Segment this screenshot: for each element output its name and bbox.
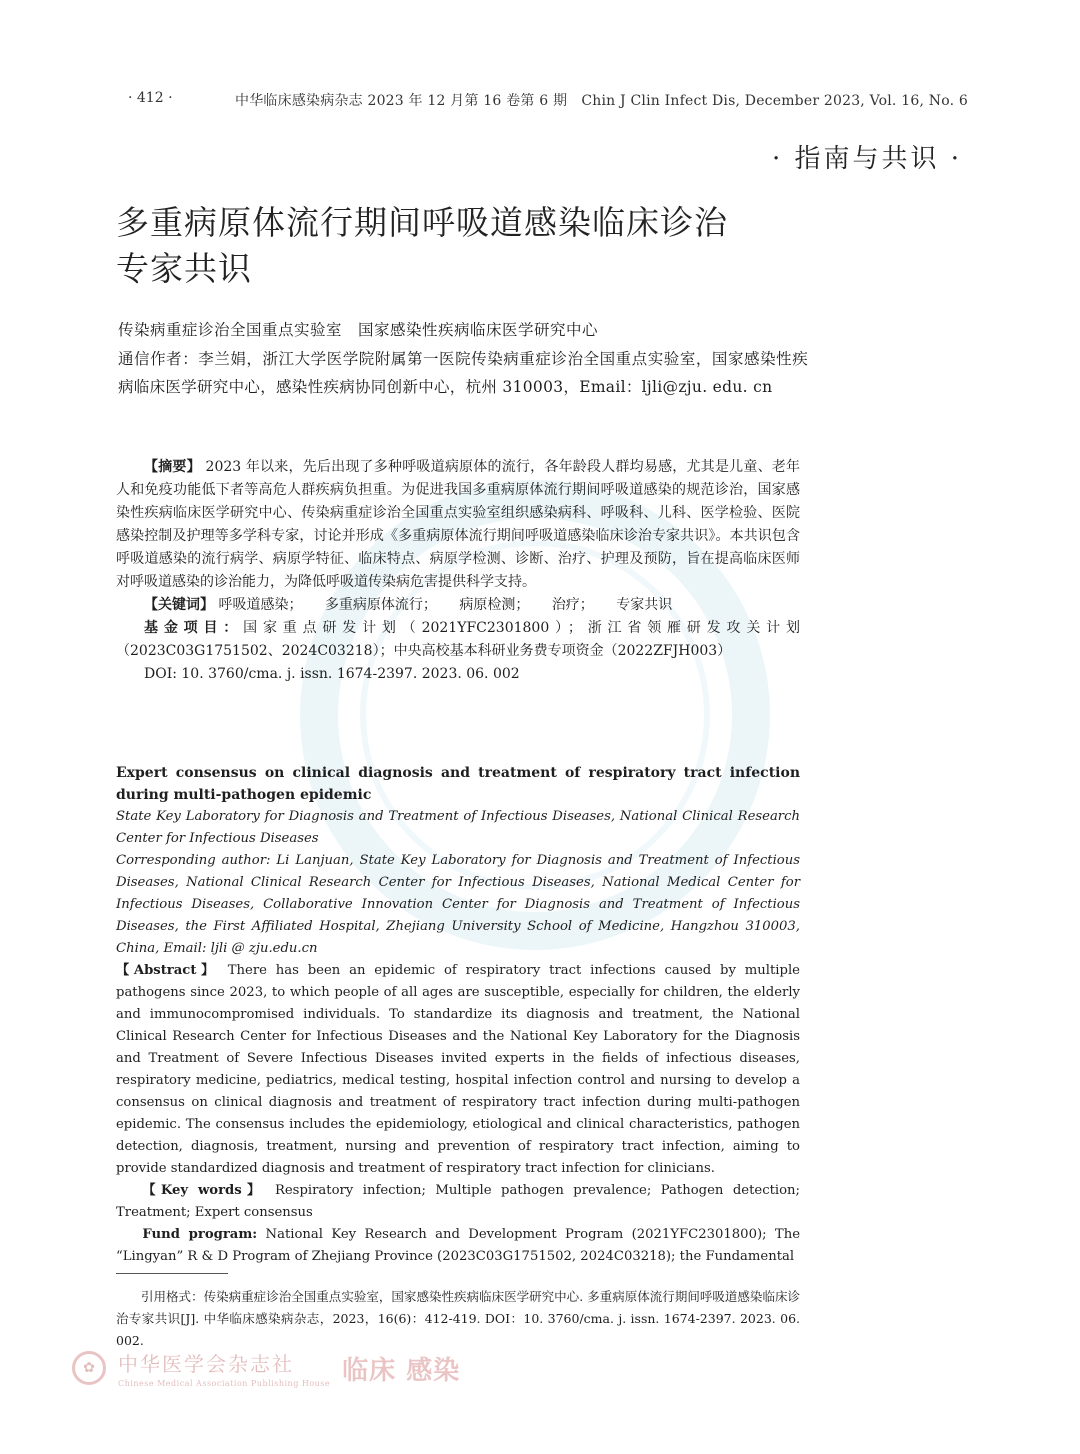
- cn-keyword: 专家共识: [616, 597, 673, 613]
- page-number: · 412 ·: [128, 90, 173, 106]
- en-fund-label: Fund program:: [142, 1227, 258, 1242]
- cn-keyword: 呼吸道感染；: [218, 597, 303, 613]
- publisher-logo-icon: ✿: [72, 1351, 106, 1385]
- cn-keyword: 多重病原体流行；: [324, 597, 437, 613]
- cn-fund-text: 国家重点研发计划（2021YFC2301800）；浙江省领雁研发攻关计划（2023C03G1751502、2024C03218）；中央高校基本科研业务费专项资金（2022ZFJH003）: [116, 620, 800, 659]
- english-title: Expert consensus on clinical diagnosis and treatment of respiratory tract infection during multi-pathogen epidemic: [116, 765, 800, 803]
- publisher-name: 中华医学会杂志社: [118, 1352, 294, 1376]
- en-keywords-label: 【Key words】: [142, 1183, 266, 1198]
- english-keywords: [116, 1180, 800, 1224]
- author-institutions: 传染病重症诊治全国重点实验室 国家感染性疾病临床医学研究中心: [118, 321, 599, 339]
- cn-keywords: [116, 594, 800, 617]
- cn-keywords-label: 【关键词】: [144, 597, 214, 613]
- doi: DOI: 10. 3760/cma. j. issn. 1674-2397. 2023. 06. 002: [144, 666, 520, 682]
- publisher-subtitle: Chinese Medical Association Publishing House: [118, 1379, 331, 1388]
- footnote-divider: [116, 1273, 228, 1274]
- article-title: [116, 200, 816, 292]
- cn-fund: [116, 617, 800, 663]
- cn-keyword: 病原检测；: [459, 597, 530, 613]
- english-corresponding-author: Corresponding author: Li Lanjuan, State Key Laboratory for Diagnosis and Treatment of Infectious Diseases, National Clinical Research Center for Infectious Diseases, National Medical Center for Infectious Diseases, Collaborative Innovation Center for Diagnosis and Treatment of Infectious Diseases, the First Affiliated Hospital, Zhejiang University School of Medicine, Hangzhou 310003, China, Email: ljli @ zju.edu.cn: [116, 853, 800, 956]
- cn-abstract: [116, 456, 800, 594]
- cn-fund-label: 基金项目：: [144, 620, 244, 636]
- en-fund-text: National Key Research and Development Program (2021YFC2301800); The “Lingyan” R & D Program of Zhejiang Province (2023C03G1751502, 2024C03218); the Fundamental: [116, 1227, 800, 1264]
- cn-abstract-text: 2023 年以来，先后出现了多种呼吸道病原体的流行，各年龄段人群均易感，尤其是儿童、老年人和免疫功能低下者等高危人群疾病负担重。为促进我国多重病原体流行期间呼吸道感染的规范诊治，国家感染性疾病临床医学研究中心、传染病重症诊治全国重点实验室组织感染病科、呼吸科、儿科、医学检验、医院感染控制及护理等多学科专家，讨论并形成《多重病原体流行期间呼吸道感染临床诊治专家共识》。本共识包含呼吸道感染的流行病学、病原学特征、临床特点、病原学检测、诊断、治疗、护理及预防，旨在提高临床医师对呼吸道感染的诊治能力，为降低呼吸道传染病危害提供科学支持。: [116, 459, 801, 590]
- cn-keyword: 治疗；: [551, 597, 594, 613]
- english-abstract: [116, 960, 800, 1180]
- section-label: · 指南与共识 ·: [771, 144, 962, 174]
- english-affiliation: State Key Laboratory for Diagnosis and Treatment of Infectious Diseases, National Clinical Research Center for Infectious Diseases: [116, 809, 800, 846]
- english-fund: [116, 1224, 800, 1268]
- en-keywords-text: Respiratory infection; Multiple pathogen prevalence; Pathogen detection; Treatment; Expert consensus: [116, 1183, 800, 1220]
- cn-abstract-label: 【摘要】: [144, 459, 201, 475]
- title-line-2: 专家共识: [116, 249, 252, 288]
- chinese-abstract-section: [116, 456, 800, 686]
- publisher-watermark: [72, 1348, 460, 1388]
- en-abstract-label: 【Abstract】: [116, 963, 219, 978]
- corresponding-author: 通信作者：李兰娟，浙江大学医学院附属第一医院传染病重症诊治全国重点实验室，国家感染性疾病临床医学研究中心，感染性疾病协同创新中心，杭州 310003，Email：ljli@zju. edu. cn: [118, 350, 808, 396]
- citation-format: 引用格式：传染病重症诊治全国重点实验室，国家感染性疾病临床医学研究中心. 多重病原体流行期间呼吸道感染临床诊治专家共识[J]. 中华临床感染病杂志，2023，16(6)：412-419. DOI：10. 3760/cma. j. issn. 1674-2397. 2023. 06. 002.: [116, 1289, 800, 1348]
- publisher-marks: 临床 感染: [342, 1355, 461, 1386]
- english-abstract-section: [116, 762, 800, 1268]
- title-line-1: 多重病原体流行期间呼吸道感染临床诊治: [116, 203, 728, 242]
- en-abstract-text: There has been an epidemic of respiratory tract infections caused by multiple pathogens since 2023, to which people of all ages are susceptible, especially for children, the elderly and immunocompromised individuals. To standardize its diagnosis and treatment, the National Clinical Research Center for Infectious Diseases and the National Key Laboratory for the Diagnosis and Treatment of Severe Infectious Diseases invited experts in the fields of infectious diseases, respiratory medicine, pediatrics, medical testing, hospital infection control and nursing to develop a consensus on clinical diagnosis and treatment of respiratory tract infection during multi-pathogen epidemic. The consensus includes the epidemiology, etiological and clinical characteristics, pathogen detection, diagnosis, treatment, nursing and prevention of respiratory tract infection, aiming to provide standardized diagnosis and treatment of respiratory tract infection for clinicians.: [116, 963, 800, 1176]
- journal-running-header: 中华临床感染病杂志 2023 年 12 月第 16 卷第 6 期 Chin J Clin Infect Dis, December 2023, Vol. 16, No. 6: [235, 93, 968, 109]
